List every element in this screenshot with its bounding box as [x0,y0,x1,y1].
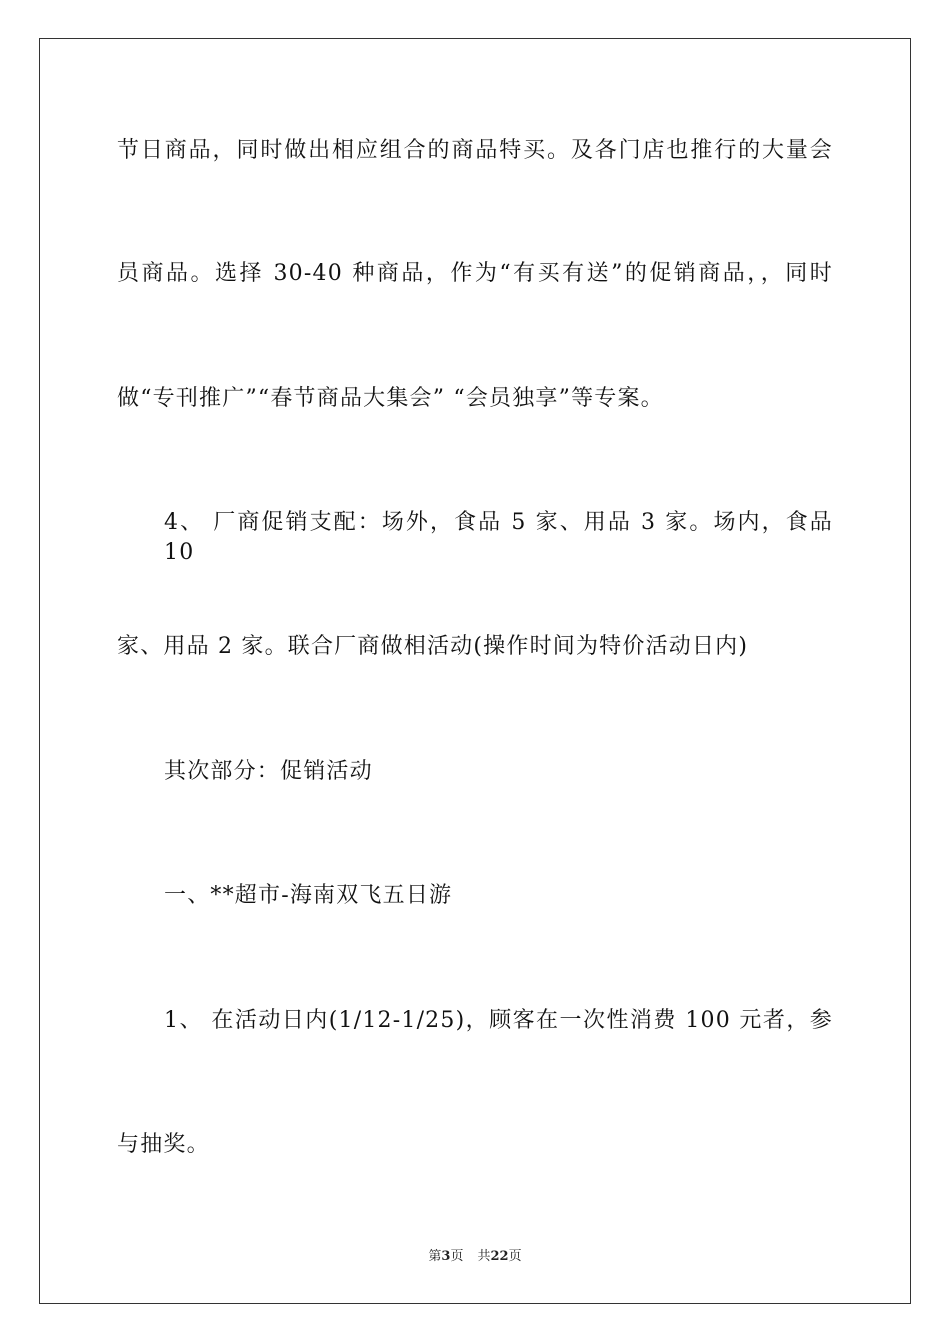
total-pages: 22 [490,1249,509,1264]
body-text-line: 节日商品，同时做出相应组合的商品特买。及各门店也推行的大量会 [117,138,833,163]
total-suffix: 页 [508,1249,522,1264]
total-prefix: 共 [477,1249,491,1264]
page-border [39,38,911,1304]
page-prefix: 第 [428,1249,442,1264]
section-heading: 其次部分：促销活动 [164,759,373,784]
body-text-line: 4、 厂商促销支配：场外，食品 5 家、用品 3 家。场内，食品 10 [164,510,833,565]
subsection-heading: 一、**超市-海南双飞五日游 [164,883,453,908]
body-text-line: 做“专刊推广”“春节商品大集会” “会员独享”等专案。 [117,386,664,411]
body-text-line: 员商品。选择 30-40 种商品，作为“有买有送”的促销商品，，同时 [117,261,833,286]
page-footer [0,1245,950,1264]
body-text-line: 1、 在活动日内(1/12-1/25)，顾客在一次性消费 100 元者，参 [164,1008,833,1033]
page-number: 3 [441,1249,451,1264]
page-suffix: 页 [450,1249,464,1264]
body-text-line: 家、用品 2 家。联合厂商做相活动(操作时间为特价活动日内) [117,634,749,659]
body-text-line: 与抽奖。 [117,1132,210,1157]
